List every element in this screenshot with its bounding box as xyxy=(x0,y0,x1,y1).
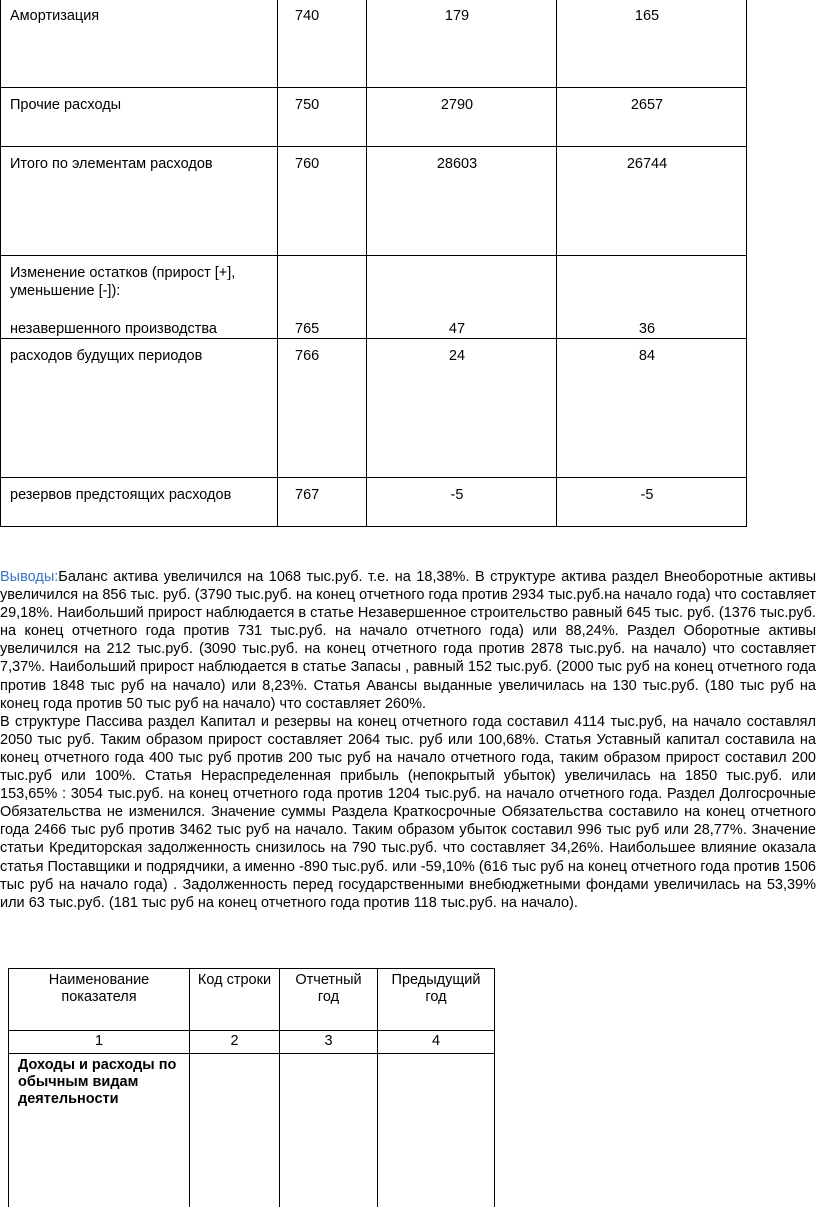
conclusions-paragraph-1 xyxy=(0,568,816,713)
table-header-row xyxy=(9,969,495,1031)
section-title: Доходы и расходы по обычным видам деятельности xyxy=(9,1054,190,1208)
column-number: 3 xyxy=(280,1031,378,1054)
table-row xyxy=(9,1054,495,1208)
empty-cell xyxy=(378,1054,495,1208)
income-table xyxy=(8,968,495,1207)
table-row xyxy=(1,256,747,339)
row-previous: -5 xyxy=(557,478,747,527)
row-previous: 2657 xyxy=(557,88,747,147)
row-previous: 84 xyxy=(557,339,747,478)
column-number: 1 xyxy=(9,1031,190,1054)
row-code: 760 xyxy=(278,147,367,256)
header-current: Отчетный год xyxy=(280,969,378,1031)
table-row xyxy=(1,88,747,147)
empty-cell xyxy=(280,1054,378,1208)
conclusions-text xyxy=(0,568,816,912)
row-subname: незавершенного производства xyxy=(10,321,217,337)
row-name: Изменение остатков (прирост [+], уменьшение [-]): xyxy=(10,265,236,299)
table-row xyxy=(1,147,747,256)
row-code: 740 xyxy=(278,0,367,88)
column-numbers-row xyxy=(9,1031,495,1054)
header-name: Наименование показателя xyxy=(9,969,190,1031)
conclusions-p1: Баланс актива увеличился на 1068 тыс.руб. т.е. на 18,38%. В структуре актива раздел Внеоборотные активы увеличился на 856 тыс. руб. (3790 тыс.руб. на конец отчетного года против 2934 тыс.руб.на начало года) что составляет 29,18%. Наибольший прирост наблюдается в статье Незавершенное строительство равный 645 тыс. руб. (1376 тыс.руб. на конец отчетного года против 731 тыс.руб. на начало отчетного года) или 88,24%. Раздел Оборотные активы увеличился на 212 тыс.руб. (3090 тыс.руб. на конец отчетного года против 2878 тыс.руб. на начало) что составляет 7,37%. Наибольший прирост наблюдается в статье Запасы , равный 152 тыс.руб. (2000 тыс руб на конец отчетного года против 1848 тыс руб на начало) или 8,23%. Статья Авансы выданные увеличилась на 130 тыс.руб. (180 тыс руб на конец года против 50 тыс руб на начало) что составляет 260%. xyxy=(0,569,816,712)
column-number: 2 xyxy=(190,1031,280,1054)
row-name-group xyxy=(1,256,278,339)
table-row xyxy=(1,339,747,478)
header-previous: Предыдущий год xyxy=(378,969,495,1031)
row-name: Амортизация xyxy=(1,0,278,88)
row-previous: 36 xyxy=(638,321,656,337)
row-name: Прочие расходы xyxy=(1,88,278,147)
row-current: 47 xyxy=(448,321,466,337)
row-code: 766 xyxy=(278,339,367,478)
row-code: 767 xyxy=(278,478,367,527)
conclusions-lead: Выводы: xyxy=(0,569,59,585)
row-name: расходов будущих периодов xyxy=(1,339,278,478)
empty-cell xyxy=(190,1054,280,1208)
row-previous: 165 xyxy=(557,0,747,88)
expense-table xyxy=(0,0,747,527)
row-previous: 26744 xyxy=(557,147,747,256)
row-current: 28603 xyxy=(367,147,557,256)
row-code: 750 xyxy=(278,88,367,147)
row-current: -5 xyxy=(367,478,557,527)
table-row xyxy=(1,478,747,527)
row-name: Итого по элементам расходов xyxy=(1,147,278,256)
row-current: 179 xyxy=(367,0,557,88)
row-current: 2790 xyxy=(367,88,557,147)
column-number: 4 xyxy=(378,1031,495,1054)
row-name: резервов предстоящих расходов xyxy=(1,478,278,527)
conclusions-paragraph-2: В структуре Пассива раздел Капитал и резервы на конец отчетного года составил 4114 тыс.руб, на начало составлял 2050 тыс руб. Таким образом прирост составляет 2064 тыс. руб или 100,68%. Статья Уставный капитал составила на конец отчетного года 400 тыс руб против 200 тыс руб на начало отчетного года, таким образом прирост составил 200 тыс.руб или 100%. Статья Нераспределенная прибыль (непокрытый убыток) увеличилась на 1850 тыс.руб. или 153,65% : 3054 тыс.руб. на конец отчетного года против 1204 тыс.руб. на начало отчетного года. Раздел Долгосрочные Обязательства не изменился. Значение суммы Раздела Краткосрочные Обязательства составило на конец отчетного года 2466 тыс руб против 3462 тыс руб на начало. Таким образом убыток составил 996 тыс руб или 28,77%. Значение статьи Кредиторская задолженность снизилось на 790 тыс.руб. что составляет 34,26%. Наибольшее влияние оказала статья Поставщики и подрядчики, а именно -890 тыс.руб. или -59,10% (616 тыс руб на конец отчетного года против 1506 тыс руб на начало года) . Задолженность перед государственными внебюджетными фондами увеличилась на 53,39% или 63 тыс.руб. (181 тыс руб на конец отчетного года против 118 тыс.руб. на начало). xyxy=(0,713,816,911)
table-row xyxy=(1,0,747,88)
header-code: Код строки xyxy=(190,969,280,1031)
row-code: 765 xyxy=(295,321,320,337)
row-current: 24 xyxy=(367,339,557,478)
